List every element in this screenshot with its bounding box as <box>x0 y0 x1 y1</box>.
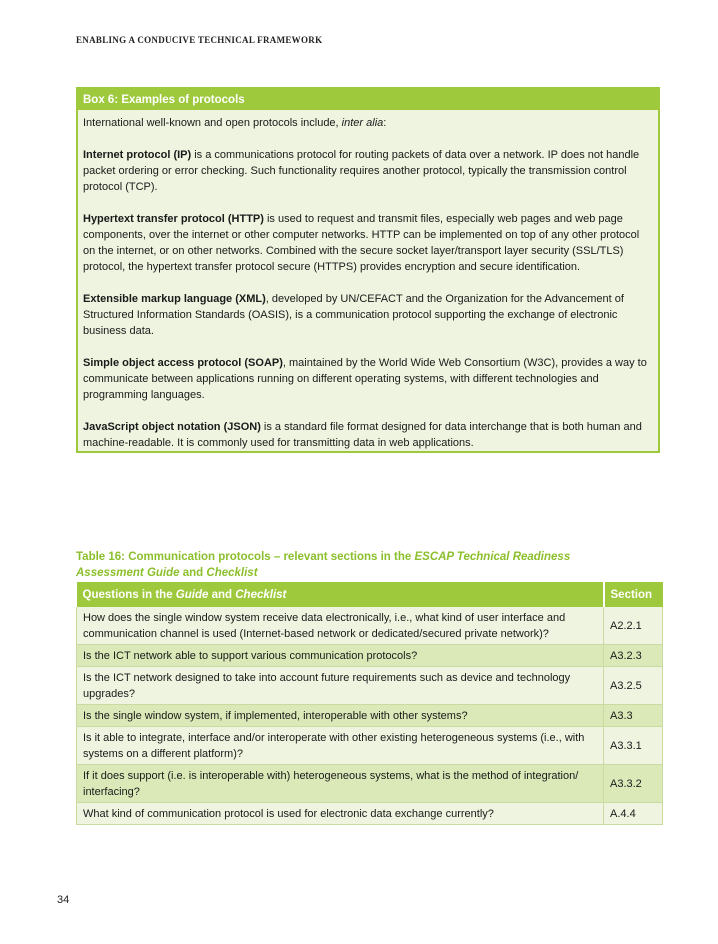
protocol-item: Extensible markup language (XML), developed by UN/CEFACT and the Organization for the Advancement of Structured Information Standards (OASIS), is a communication protocol supporting the exchange of electronic business data. <box>83 293 624 337</box>
box-body <box>78 110 658 451</box>
protocol-item: Hypertext transfer protocol (HTTP) is used to request and transmit files, especially web pages and web page components, over the internet or other computer networks. HTTP can be implemented on top of any other protocol on the internet, or on other networks. Combined with the secure socket layer/transport layer security (SSL/TLS) protocol, the hypertext transfer protocol secure (HTTPS) provides encryption and secure identification. <box>83 213 640 273</box>
section-cell: A2.2.1 <box>604 607 663 645</box>
section-cell: A3.3.2 <box>604 765 663 803</box>
table-row <box>77 705 663 727</box>
section-cell: A3.3 <box>604 705 663 727</box>
question-cell: Is the ICT network able to support various communication protocols? <box>77 645 604 667</box>
protocol-item: Simple object access protocol (SOAP), maintained by the World Wide Web Consortium (W3C), provides a way to communicate between applications running on different operating systems, with different technologies and programming languages. <box>83 357 647 401</box>
protocol-term: Hypertext transfer protocol (HTTP) <box>83 213 264 225</box>
question-cell: If it does support (i.e. is interoperable with) heterogeneous systems, what is the method of integration/ interfacing? <box>77 765 604 803</box>
table-row <box>77 607 663 645</box>
table-row <box>77 765 663 803</box>
box-intro: International well-known and open protocols include, inter alia: <box>83 117 387 129</box>
protocols-box <box>76 87 660 453</box>
table-caption: Table 16: Communication protocols – relevant sections in the ESCAP Technical Readiness Assessment Guide and Checklist <box>76 551 571 579</box>
section-cell: A3.2.5 <box>604 667 663 705</box>
column-header-questions: Questions in the Guide and Checklist <box>77 582 604 607</box>
protocol-item: Internet protocol (IP) is a communications protocol for routing packets of data over a network. IP does not handle packet ordering or error checking. Such functionality requires another protocol, typically the transmission control protocol (TCP). <box>83 149 640 193</box>
column-header-section: Section <box>604 582 663 607</box>
protocol-term: Extensible markup language (XML) <box>83 293 266 305</box>
question-cell: Is the ICT network designed to take into account future requirements such as device and technology upgrades? <box>77 667 604 705</box>
section-cell: A3.3.1 <box>604 727 663 765</box>
protocol-term: Internet protocol (IP) <box>83 149 192 161</box>
question-cell: Is it able to integrate, interface and/or interoperate with other existing heterogeneous systems (i.e., with systems on a different platform)? <box>77 727 604 765</box>
question-cell: How does the single window system receive data electronically, i.e., what kind of user interface and communication channel is used (Internet-based network or dedicated/secured private network)? <box>77 607 604 645</box>
table-row <box>77 667 663 705</box>
table-row <box>77 645 663 667</box>
table-header-row <box>77 582 663 607</box>
running-header: ENABLING A CONDUCIVE TECHNICAL FRAMEWORK <box>76 35 323 45</box>
protocol-term: Simple object access protocol (SOAP) <box>83 357 283 369</box>
box-title: Box 6: Examples of protocols <box>78 89 658 110</box>
question-cell: What kind of communication protocol is used for electronic data exchange currently? <box>77 803 604 825</box>
section-cell: A.4.4 <box>604 803 663 825</box>
protocols-table <box>76 582 663 825</box>
question-cell: Is the single window system, if implemented, interoperable with other systems? <box>77 705 604 727</box>
protocol-term: JavaScript object notation (JSON) <box>83 421 261 433</box>
protocol-item: JavaScript object notation (JSON) is a standard file format designed for data interchange that is both human and machine-readable. It is commonly used for transmitting data in web applications. <box>83 421 642 449</box>
table-row <box>77 803 663 825</box>
page-number: 34 <box>57 894 70 906</box>
section-cell: A3.2.3 <box>604 645 663 667</box>
table-row <box>77 727 663 765</box>
